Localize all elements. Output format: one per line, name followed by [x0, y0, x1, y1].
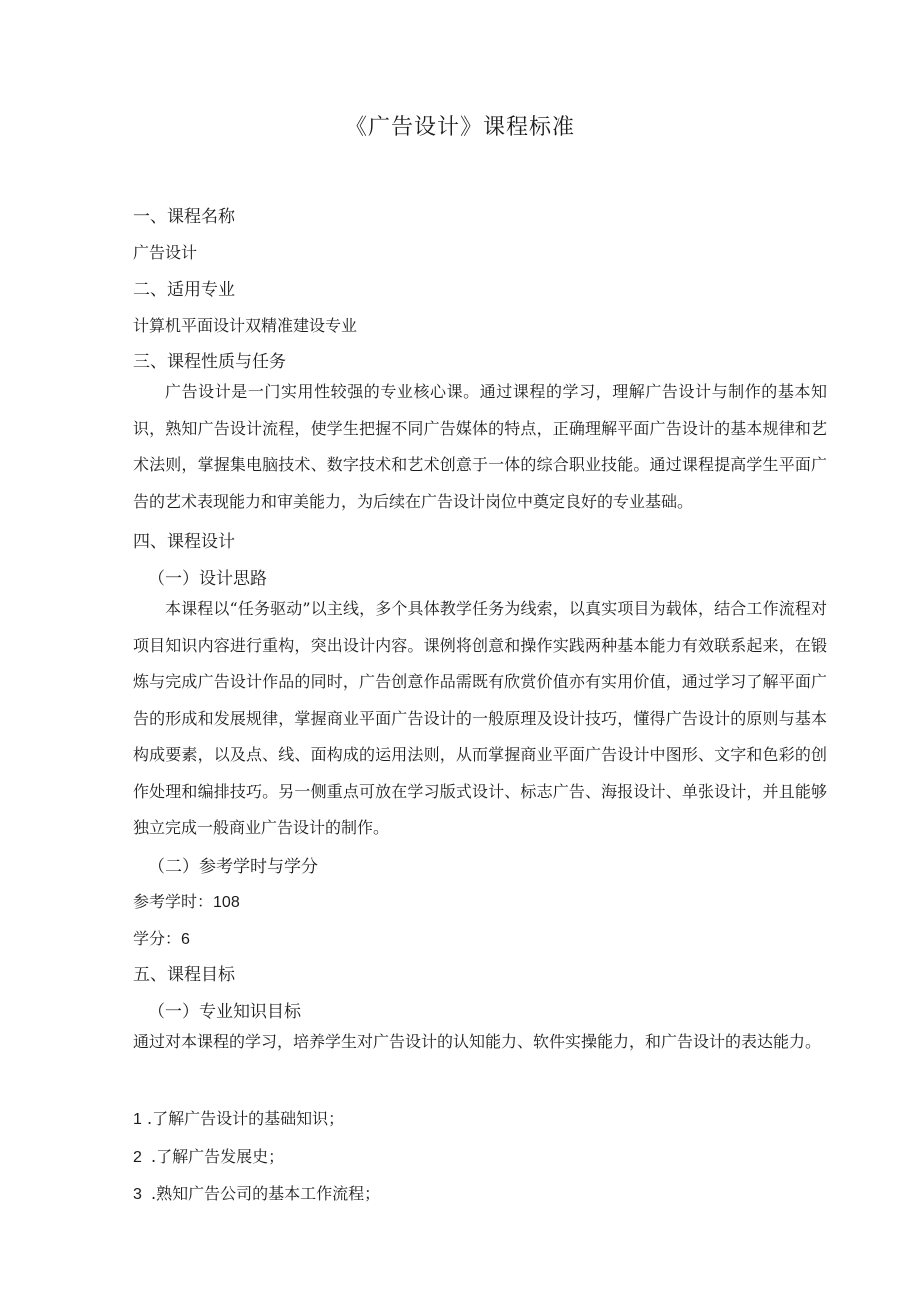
credits-label: 学分： — [133, 929, 182, 948]
knowledge-objectives-paragraph: 通过对本课程的学习，培养学生对广告设计的认知能力、软件实操能力，和广告设计的表达能力。 — [133, 1032, 822, 1051]
list-item-number: 3 — [133, 1186, 142, 1203]
subheading-hours-credits: （二）参考学时与学分 — [148, 857, 318, 877]
course-nature-paragraph: 广告设计是一门实用性较强的专业核心课。通过课程的学习，理解广告设计与制作的基本知识，熟知广告设计流程，使学生把握不同广告媒体的特点，正确理解平面广告设计的基本规律和艺术法则，掌握集电脑技术、数字技术和艺术创意于一体的综合职业技能。通过课程提高学生平面广告的艺术表现能力和审美能力，为后续在广告设计岗位中奠定良好的专业基础。 — [133, 382, 827, 511]
design-ideas-paragraph: 本课程以“任务驱动”以主线，多个具体教学任务为线索，以真实项目为载体，结合工作流程对项目知识内容进行重构，突出设计内容。课例将创意和操作实践两种基本能力有效联系起来，在锻炼与完成广告设计作品的同时，广告创意作品需既有欣赏价值亦有实用价值，通过学习了解平面广告的形成和发展规律，掌握商业平面广告设计的一般原理及设计技巧，懂得广告设计的原则与基本构成要素，以及点、线、面构成的运用法则，从而掌握商业平面广告设计中图形、文字和色彩的创作处理和编排技巧。另一侧重点可放在学习版式设计、标志广告、海报设计、单张设计，并且能够独立完成一般商业广告设计的制作。 — [133, 599, 827, 837]
list-item-number: 2 — [133, 1149, 142, 1166]
subheading-design-ideas: （一）设计思路 — [148, 569, 267, 589]
reference-hours-value: 108 — [213, 894, 240, 911]
course-name-text: 广告设计 — [133, 243, 198, 262]
list-item-text: .了解广告发展史； — [151, 1147, 285, 1166]
list-item — [133, 1181, 380, 1204]
credits-value: 6 — [181, 931, 190, 948]
list-item — [133, 1106, 344, 1129]
applicable-major-text: 计算机平面设计双精准建设专业 — [133, 316, 358, 335]
list-item — [133, 1144, 284, 1167]
list-item-text: .熟知广告公司的基本工作流程； — [151, 1184, 381, 1203]
list-item-text: .了解广告设计的基础知识； — [147, 1109, 345, 1128]
reference-hours — [133, 889, 240, 912]
section-heading-applicable-major: 二、适用专业 — [133, 280, 235, 300]
credits — [133, 926, 190, 949]
section-heading-course-name: 一、课程名称 — [133, 207, 235, 227]
reference-hours-label: 参考学时： — [133, 892, 214, 911]
list-item-number: 1 — [133, 1111, 142, 1128]
section-heading-course-objectives: 五、课程目标 — [133, 965, 235, 985]
section-heading-course-design: 四、课程设计 — [133, 532, 235, 552]
document-title: 《广告设计》课程标准 — [344, 115, 575, 140]
subheading-knowledge-objectives: （一）专业知识目标 — [148, 1002, 301, 1022]
section-heading-course-nature: 三、课程性质与任务 — [133, 352, 286, 372]
